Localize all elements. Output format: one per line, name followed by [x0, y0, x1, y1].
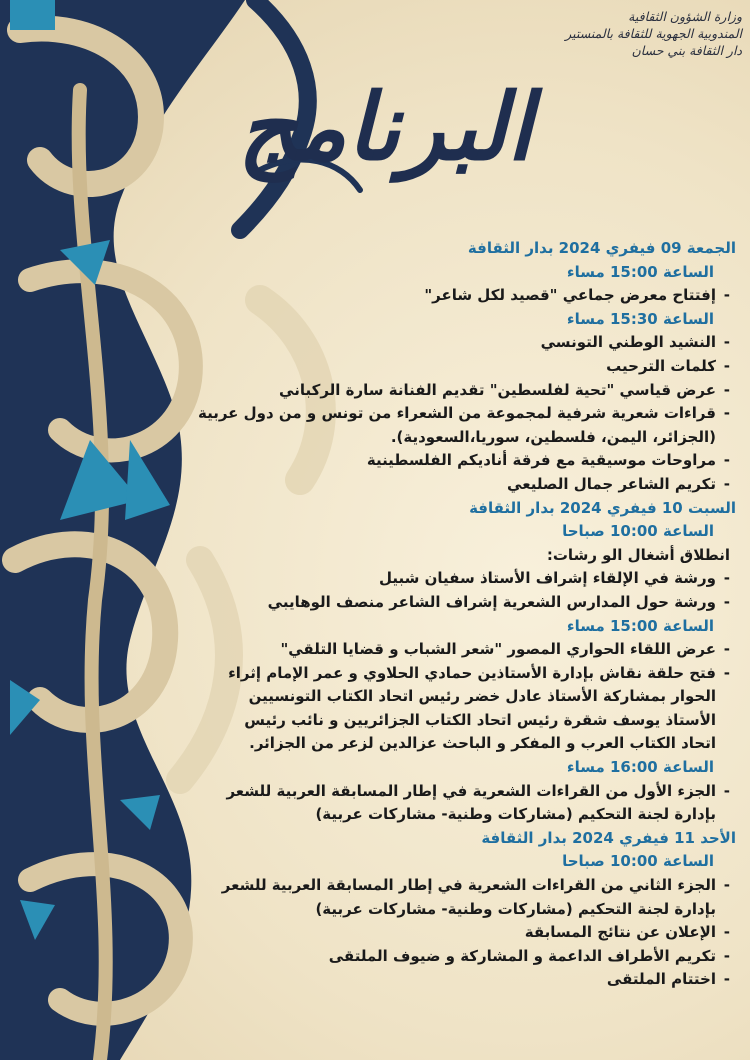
list-item-continuation: اتحاد الكتاب العرب و المفكر و الباحث عزالدين لزعر من الجزائر.	[249, 734, 716, 753]
day-heading: الأحد 11 فيفري 2024 بدار الثقافة	[481, 828, 736, 847]
list-item-continuation: (الجزائر، اليمن، فلسطين، سوريا،السعودية).	[390, 427, 716, 446]
workshops-intro: انطلاق أشغال الو رشات:	[546, 545, 730, 564]
page-title: البرنامج	[237, 73, 533, 181]
list-item: -تكريم الشاعر جمال الصليعي	[507, 474, 730, 493]
time-slot: الساعة 10:00 صباحا	[562, 852, 714, 871]
ministry-header	[522, 8, 742, 59]
list-item: -ورشة حول المدارس الشعرية إشراف الشاعر منصف الوهايبي	[267, 592, 730, 611]
time-slot: الساعة 15:00 مساء	[566, 616, 714, 635]
list-item: -كلمات الترحيب	[606, 356, 730, 375]
venue-name: دار الثقافة بني حسان	[631, 43, 742, 58]
list-item-continuation: بإدارة لجنة التحكيم (مشاركات وطنية- مشاركات عربية)	[315, 805, 716, 824]
list-item-continuation: الأستاذ يوسف شقرة رئيس اتحاد الكتاب الجزائريين و نائب رئيس	[244, 710, 716, 729]
time-slot: الساعة 15:00 مساء	[566, 262, 714, 281]
list-item: -الجزء الأول من القراءات الشعرية في إطار المسابقة العربية للشعر	[226, 781, 730, 800]
list-item-continuation: الحوار بمشاركة الأستاذ عادل خضر رئيس اتحاد الكتاب التونسيين	[248, 687, 716, 706]
list-item: -النشيد الوطني التونسي	[540, 333, 730, 352]
directorate-name: المندوبية الجهوية للثقافة بالمنستير	[565, 26, 742, 41]
list-item-continuation: بإدارة لجنة التحكيم (مشاركات وطنية- مشاركات عربية)	[315, 899, 716, 918]
teal-accent-top	[10, 0, 55, 30]
list-item: -قراءات شعرية شرفية لمجموعة من الشعراء من تونس و من دول عربية	[198, 404, 730, 423]
time-slot: الساعة 16:00 مساء	[566, 758, 714, 777]
program-list	[120, 237, 736, 992]
list-item: -الإعلان عن نتائج المسابقة	[524, 923, 730, 942]
list-item: -تكريم الأطراف الداعمة و المشاركة و ضيوف الملتقى	[328, 946, 730, 965]
list-item: -الجزء الثاني من القراءات الشعرية في إطار المسابقة العربية للشعر	[221, 876, 730, 895]
ministry-name: وزارة الشؤون الثقافية	[628, 9, 742, 24]
time-slot: الساعة 15:30 مساء	[566, 309, 714, 328]
day-heading: الجمعة 09 فيفري 2024 بدار الثقافة	[467, 239, 736, 257]
list-item: -عرض اللقاء الحواري المصور "شعر الشباب و قضايا التلقي"	[280, 640, 730, 659]
list-item: -اختتام الملتقى	[606, 970, 730, 989]
time-slot: الساعة 10:00 صباحا	[562, 522, 714, 541]
list-item: -ورشة في الإلقاء إشراف الأستاذ سفيان شبيل	[379, 569, 730, 588]
list-item: -عرض قياسي "تحية لفلسطين" تقديم الفنانة سارة الركباني	[279, 380, 730, 399]
list-item: -مراوحات موسيقية مع فرقة أناديكم الفلسطينية	[366, 451, 730, 470]
list-item: -فتح حلقة نقاش بإدارة الأستاذين حمادي الحلاوي و عمر الإمام إثراء	[228, 663, 730, 682]
list-item: -إفتتاح معرض جماعي "قصيد لكل شاعر"	[424, 286, 730, 305]
day-heading: السبت 10 فيفري 2024 بدار الثقافة	[469, 498, 736, 517]
